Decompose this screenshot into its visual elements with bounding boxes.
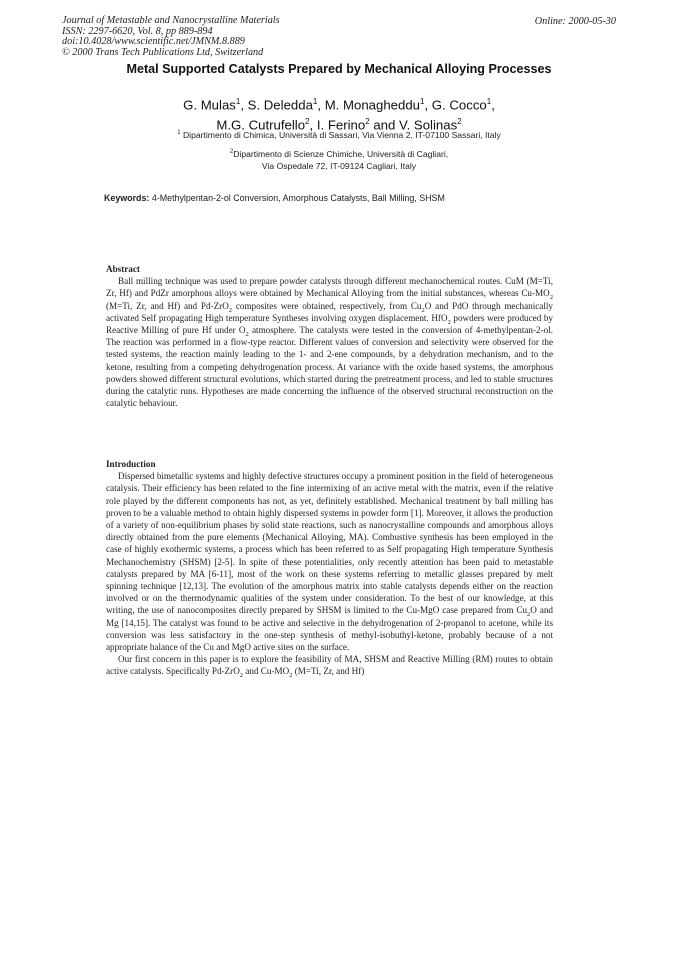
- subscript: 2: [421, 306, 425, 314]
- subscript: 2: [245, 330, 249, 338]
- introduction-section: [106, 458, 553, 678]
- author-name: G. Mulas: [183, 97, 236, 113]
- author-name: I. Ferino: [316, 117, 366, 133]
- author-affiliation-marker: 2: [305, 117, 310, 127]
- keywords: [104, 193, 445, 203]
- author-affiliation-marker: 1: [235, 97, 241, 106]
- author-line: M.G. Cutrufello$^2$, I. Ferino$^2$ and V. Solinas$^2$: [216, 117, 462, 133]
- keywords-text: 4-Methylpentan-2-ol Conversion, Amorphous Catalysts, Ball Milling, SHSM: [151, 193, 445, 203]
- author-affiliation-marker: 2: [365, 117, 370, 127]
- affiliation-2: [0, 147, 678, 172]
- author-name: V. Solinas: [399, 117, 458, 133]
- abstract-section: [106, 263, 553, 409]
- introduction-paragraph: Our first concern in this paper is to explore the feasibility of MA, SHSM and Reactive Milling (RM) routes to obtain active catalysts. Specifically Pd-ZrO$_2$ and $Cu-MO_2$ (M=Ti, Zr, and Hf): [106, 654, 553, 680]
- subscript: 2: [549, 294, 553, 302]
- subscript: 2: [289, 672, 293, 680]
- journal-copyright: © 2000 Trans Tech Publications Ltd, Switzerland: [62, 46, 264, 58]
- affiliation-text: Dipartimento di Scienze Chimiche, Università di Cagliari,: [233, 148, 449, 159]
- affiliation-text: Dipartimento di Chimica, Università di Sassari, Via Vienna 2, IT-07100 Sassari, Italy: [182, 129, 501, 140]
- affiliation-marker: 2: [229, 149, 234, 155]
- journal-issn: ISSN: 2297-6620, Vol. 8, pp 889-894: [62, 25, 213, 37]
- author-name: S. Deledda: [247, 97, 313, 113]
- author-affiliation-marker: 1: [312, 97, 318, 106]
- subscript: 2: [239, 672, 244, 680]
- author-affiliation-marker: 1: [486, 97, 492, 106]
- paper-title: Metal Supported Catalysts Prepared by Mechanical Alloying Processes: [126, 62, 552, 76]
- journal-name: Journal of Metastable and Nanocrystalline Materials: [62, 15, 280, 26]
- author-affiliation-marker: 2: [457, 117, 462, 127]
- subscript: 2: [447, 318, 451, 326]
- author-name: G. Cocco: [431, 97, 487, 113]
- subscript: 2: [527, 611, 531, 619]
- keywords-label: Keywords:: [104, 193, 150, 203]
- journal-citation: [62, 16, 280, 58]
- journal-doi: doi:10.4028/www.scientific.net/JMNM.8.889: [62, 36, 245, 48]
- author-name: M.G. Cutrufello: [216, 117, 306, 133]
- introduction-paragraph: Dispersed bimetallic systems and highly defective structures occupy a prominent position in the field of heterogeneous catalysis. Their efficiency has been related to the fine intermixing of an active metal with the matrix, even if the relative role played by the different components has not, as yet, definitely established. Mechanical treatment by ball milling has proven to be a valuable method to obtain highly dispersed systems in powder form [1]. Moreover, it allows the production of a variety of non-equilibrium phases by solid state reactions, such as nanocrystalline compounds and amorphous alloys directly obtained from the pure elements (Mechanical Alloying, MA). Combustive synthesis has been employed in the case of highly exothermic systems, a process which has been referred to as Self propagating High temperature Synthesis Mechanochemistry (SHSM) [2-5]. In spite of these potentialities, only recently attention has been paid to metastable catalysts prepared by MA [6-11], most of the work on these systems referring to metallic glasses prepared by melt spinning technique [12,13]. The evolution of the amorphous matrix into stable catalysts depends either on the reaction involved or on the thermodynamic qualities of the system under consideration. To the best of our knowledge, at this writing, the use of nanocomposites directly prepared by SHSM is limited to the Cu-MgO case prepared from $Cu_2O$ and Mg [14,15]. The catalyst was found to be active and selective in the dehydrogenation of 2-propanol to acetone, while its conversion was less satisfactory in the one-step synthesis of methyl-isobuthyl-ketone, probably because of a not appropriate balance of the Cu and MgO active sites on the surface.: [106, 471, 553, 653]
- author-affiliation-marker: 1: [420, 97, 425, 106]
- author-name: M. Monagheddu: [324, 97, 420, 113]
- online-date: Online: 2000-05-30: [534, 16, 616, 27]
- abstract-paragraph: Ball milling technique was used to prepare powder catalysts through different mechanochemical routes. CuM (M=Ti, Zr, Hf) and PdZr amorphous alloys were obtained by Mechanical Alloying from the initial substances, whereas $Cu-MO_2$ (M=Ti, Zr, and Hf) and Pd-ZrO$_2$ composites were obtained, respectively, from $Cu_2O$ and PdO through mechanically activated Self propagating High temperature Syntheses involving oxygen displacement. HfO$_2$ powders were produced by Reactive Milling of pure Hf under $O_2$ atmosphere. The catalysts were tested in the conversion of 4-methylpentan-2-ol. The reaction was performed in a flow-type reactor. Different values of conversion and selectivity were observed for the tested systems, the reaction mainly leading to the 1- and 2-ene compounds, by a dehydration mechanism, and to the ketone, resulting from a competing dehydrogenation process. At variance with the oxide based systems, the amorphous powders showed different structural evolutions, which started during the pretreatment process, and led to stable structures during the catalytic runs. Hypotheses are made concerning the influence of the observed structural reconstruction on the catalytic behaviour.: [106, 276, 554, 409]
- affiliation-1: [0, 128, 678, 142]
- introduction-heading: Introduction: [106, 459, 156, 469]
- affiliation-marker: 1: [177, 130, 181, 136]
- author-line: G. Mulas$^1$, S. Deledda$^1$, M. Monagheddu$^1$, G. Cocco$^1$,: [183, 97, 495, 113]
- affiliation-address: Via Ospedale 72, IT-09124 Cagliari, Italy: [261, 160, 417, 171]
- subscript: 2: [228, 306, 233, 314]
- abstract-heading: Abstract: [106, 264, 140, 274]
